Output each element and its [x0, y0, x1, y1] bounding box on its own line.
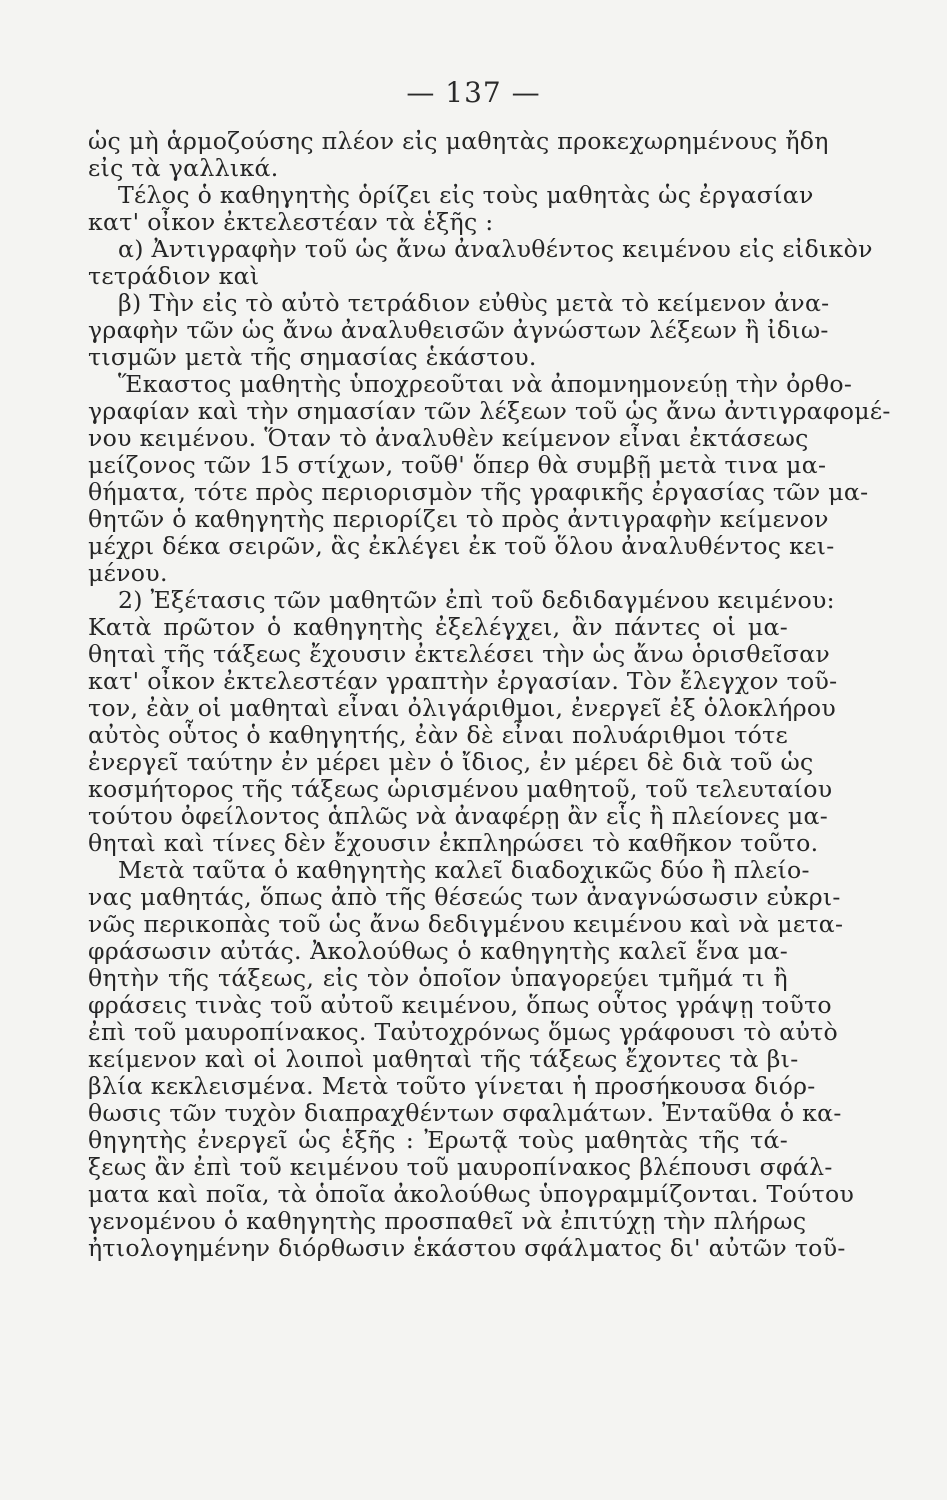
- text-line: κατ' οἶκον ἐκτελεστέαν τὰ ἑξῆς :: [88, 208, 494, 236]
- text-line: μέχρι δέκα σειρῶν, ἃς ἐκλέγει ἐκ τοῦ ὅλου ἀναλυθέντος κει-: [88, 532, 835, 560]
- text-line: μένου.: [88, 559, 168, 587]
- text-line: νας μαθητάς, ὅπως ἀπὸ τῆς θέσεώς των ἀναγνώσωσιν εὐκρι-: [88, 883, 841, 911]
- text-line: ὡς μὴ ἁρμοζούσης πλέον εἰς μαθητὰς προκεχωρημένους ἤδη: [88, 127, 829, 155]
- text-line: φράσωσιν αὐτάς. Ἀκολούθως ὁ καθηγητὴς καλεῖ ἕνα μα-: [88, 937, 788, 965]
- text-line: θηταὶ καὶ τίνες δὲν ἔχουσιν ἐκπληρώσει τὸ καθῆκον τοῦτο.: [88, 829, 819, 857]
- text-line: ξεως ἂν ἐπὶ τοῦ κειμένου τοῦ μαυροπίνακος βλέπουσι σφάλ-: [88, 1153, 833, 1181]
- text-line: θήματα, τότε πρὸς περιορισμὸν τῆς γραφικῆς ἐργασίας τῶν μα-: [88, 478, 869, 506]
- text-line: ματα καὶ ποῖα, τὰ ὁποῖα ἀκολούθως ὑπογραμμίζονται. Τούτου: [88, 1180, 855, 1208]
- text-line: Μετὰ ταῦτα ὁ καθηγητὴς καλεῖ διαδοχικῶς δύο ἢ πλείο-: [118, 856, 810, 884]
- text-line: β) Τὴν εἰς τὸ αὐτὸ τετράδιον εὐθὺς μετὰ τὸ κείμενον ἀνα-: [118, 289, 830, 317]
- text-line: θωσις τῶν τυχὸν διαπραχθέντων σφαλμάτων. Ἐνταῦθα ὁ κα-: [88, 1099, 842, 1127]
- text-line: ἐπὶ τοῦ μαυροπίνακος. Ταὐτοχρόνως ὅμως γράφουσι τὸ αὐτὸ: [88, 1018, 838, 1046]
- text-line: 2) Ἐξέτασις τῶν μαθητῶν ἐπὶ τοῦ δεδιδαγμένου κειμένου:: [118, 586, 835, 614]
- text-line: θηταὶ τῆς τάξεως ἔχουσιν ἐκτελέσει τὴν ὡς ἄνω ὁρισθεῖσαν: [88, 640, 831, 668]
- text-line: θητὴν τῆς τάξεως, εἰς τὸν ὁποῖον ὑπαγορεύει τμῆμά τι ἢ: [88, 964, 788, 992]
- text-line: γραφὴν τῶν ὡς ἄνω ἀναλυθεισῶν ἀγνώστων λέξεων ἢ ἰδιω-: [88, 316, 829, 344]
- text-line: αὐτὸς οὗτος ὁ καθηγητής, ἐὰν δὲ εἶναι πολυάριθμοι τότε: [88, 721, 788, 749]
- text-line: γραφίαν καὶ τὴν σημασίαν τῶν λέξεων τοῦ ὡς ἄνω ἀντιγραφομέ-: [88, 397, 891, 425]
- text-line: τισμῶν μετὰ τῆς σημασίας ἑκάστου.: [88, 343, 537, 371]
- text-line: τούτου ὀφείλοντος ἁπλῶς νὰ ἀναφέρῃ ἂν εἷς ἢ πλείονες μα-: [88, 802, 829, 830]
- text-line: βλία κεκλεισμένα. Μετὰ τοῦτο γίνεται ἡ προσήκουσα διόρ-: [88, 1072, 816, 1100]
- text-line: κοσμήτορος τῆς τάξεως ὡρισμένου μαθητοῦ, τοῦ τελευταίου: [88, 775, 833, 803]
- text-line: α) Ἀντιγραφὴν τοῦ ὡς ἄνω ἀναλυθέντος κειμένου εἰς εἰδικὸν: [118, 235, 873, 263]
- page-body-text: [88, 127, 891, 1262]
- text-line: ἐνεργεῖ ταύτην ἐν μέρει μὲν ὁ ἴδιος, ἐν μέρει δὲ διὰ τοῦ ὡς: [88, 748, 814, 776]
- text-line: κατ' οἶκον ἐκτελεστέαν γραπτὴν ἐργασίαν. Τὸν ἔλεγχον τοῦ-: [88, 667, 838, 695]
- text-line: Τέλος ὁ καθηγητὴς ὁρίζει εἰς τοὺς μαθητὰς ὡς ἐργασίαν: [118, 181, 814, 209]
- text-line: εἰς τὰ γαλλικά.: [88, 154, 279, 182]
- page-number: — 137 —: [406, 76, 541, 109]
- text-line: Κατὰ πρῶτον ὁ καθηγητὴς ἐξελέγχει, ἂν πάντες οἱ μα-: [88, 613, 788, 641]
- text-line: θητῶν ὁ καθηγητὴς περιορίζει τὸ πρὸς ἀντιγραφὴν κείμενον: [88, 505, 829, 533]
- text-line: νου κειμένου. Ὅταν τὸ ἀναλυθὲν κείμενον εἶναι ἐκτάσεως: [88, 424, 809, 452]
- text-line: τετράδιον καὶ: [88, 262, 260, 290]
- text-line: μείζονος τῶν 15 στίχων, τοῦθ' ὅπερ θὰ συμβῇ μετὰ τινα μα-: [88, 451, 827, 479]
- text-line: τον, ἐὰν οἱ μαθηταὶ εἶναι ὀλιγάριθμοι, ἐνεργεῖ ἐξ ὁλοκλήρου: [88, 694, 837, 722]
- text-line: νῶς περικοπὰς τοῦ ὡς ἄνω δεδιγμένου κειμένου καὶ νὰ μετα-: [88, 910, 844, 938]
- text-line: φράσεις τινὰς τοῦ αὐτοῦ κειμένου, ὅπως οὗτος γράψῃ τοῦτο: [88, 991, 832, 1019]
- text-line: γενομένου ὁ καθηγητὴς προσπαθεῖ νὰ ἐπιτύχῃ τὴν πλήρως: [88, 1207, 807, 1235]
- text-line: θηγητὴς ἐνεργεῖ ὡς ἑξῆς : Ἐρωτᾷ τοὺς μαθητὰς τῆς τά-: [88, 1126, 788, 1154]
- text-line: ἠτιολογημένην διόρθωσιν ἑκάστου σφάλματος δι' αὐτῶν τοῦ-: [88, 1234, 846, 1262]
- text-line: κείμενον καὶ οἱ λοιποὶ μαθηταὶ τῆς τάξεως ἔχοντες τὰ βι-: [88, 1045, 799, 1073]
- text-line: Ἕκαστος μαθητὴς ὑποχρεοῦται νὰ ἀπομνημονεύῃ τὴν ὀρθο-: [118, 370, 853, 398]
